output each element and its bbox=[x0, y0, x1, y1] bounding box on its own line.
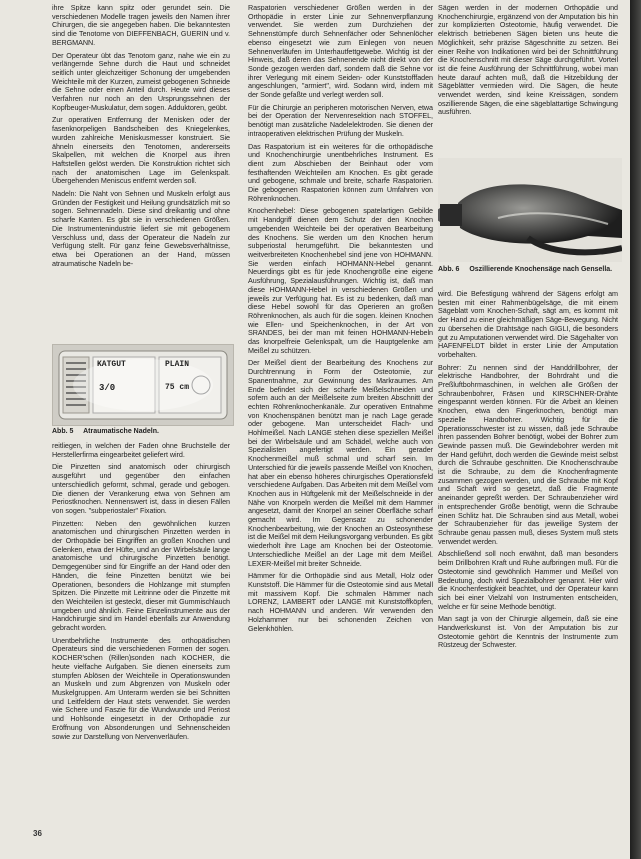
paragraph: Hämmer für die Orthopädie sind aus Metall, Holz oder Kunststoff. Die Hämmer für die Osteotomie sind aus Metall mit massivem Kopf. Die schmalen Hämmer nach LORENZ, LAMBERT oder LANGE mit Kunststoffköpfen, nach HOHMANN und anderen. Wir verwenden den Holzhammer nur bei schonenden Zeichen von Gelenkhöhlen. bbox=[248, 571, 433, 633]
paragraph: Abschließend soll noch erwähnt, daß man besonders beim Drillbohren Kraft und Ruhe aufbringen muß. Für die Osteotomie sind gewöhnlich Hammer und Meißel von Bedeutung, doch wird Spezialbohrer genannt. Hier wird die Knochenfestigkeit beachtet, und der Operateur kann sich bei einer Vielzahl von Instrumenten entscheiden, welche er für seine Methode benötigt. bbox=[438, 549, 618, 611]
figure-oscillating-saw bbox=[438, 158, 622, 262]
paragraph: Das Raspatorium ist ein weiteres für die orthopädische und Knochenchirurgie unentbehrliches Instrument. Es dient zum Abschieben der Beinhaut oder vom festhaftenden Weichteilen am Knochen. Es gibt gerade und gebogene, schmale und breite, scharfe Raspatorien. Die gebogenen Raspatorien können zum Umfahren von Röhrenknochen. bbox=[248, 141, 433, 203]
caption-text: Oszillierende Knochensäge nach Gensella. bbox=[469, 266, 613, 273]
paragraph: Der Meißel dient der Bearbeitung des Knochens zur Durchtrennung in Form der Osteotomie, zur Spanentnahme, zur Gewinnung des Markraumes. Am Ende befindet sich der scharfe Meißelschneiden und sofern auch an der Meißelseite zum breiten Abschnitt der echten Röhrenknochenkanäle. Zur operativen Entnahme von Knochenspänen benützt man je nach Lage gerade oder gebogene. Man unterscheidet Flach- und Hohlmeißel. Nach LANGE stehen diese speziellen Meißel bei der Wirbelsäule und am Schädel, welche auch von Spezialisten angefertigt werden. Ein gerader Knochenmeißel muß schmal und scharf sein. Im Unterschied für die jeweils passende Meißel von Knochen, hat aber ein ebenso höheres chirurgisches Operationsfeld verschiedene Aufgaben. Das Arbeiten mit dem Meißel vom Knochen aus in Hüftgelenk mit der Meißelschneide in der Nähe von Knorpeln werden die Meißel mit dem Hammer angesetzt, damit der Knorpel an seiner Oberfläche scharf gemacht wird. Im Gegensatz zu schonender Knochenbearbeitung, wie der Knochen an Osteosynthese ist die Meißel mit dem Heilungsvorgang verbunden. Es gibt wiederholt ihre Lage am Knochen bei der Osteotomie. Unterschiedliche Meißel an der Lage mit dem Meißel. LEXER-Meißel mit breiter Schneide. bbox=[248, 358, 433, 568]
package-brand: KATGUT bbox=[97, 360, 126, 369]
caption-text: Atraumatische Nadeln. bbox=[83, 428, 159, 435]
paragraph: Pinzetten: Neben den gewöhnlichen kurzen anatomischen und chirurgischen Pinzetten werden in der Orthopädie bei Eingriffen an großen Knochen und Gelenken, etwa der Hüfte, und an der Wirbelsäule lange anatomische und chirurgische Pinzetten benötigt. Demgegenüber sind für Eingriffe an der Hand oder den Händen, die feine Pinzetten benützt wie bei Operationen, besonders die Hohlzange mit stumpfen Spitzen. Die Pinzette mit Leitrinne oder die Pinzette mit den Weichteilen ist gesteckt, dieser mit Gummischlauch umgeben und ähnlich. Feine Einzelinstrumente aus der Handchirurgie sind im Handel ebenfalls zur Anwendung gebracht worden. bbox=[52, 518, 230, 633]
paragraph: Die Pinzetten sind anatomisch oder chirurgisch ausgeführt und gegenüber den einfachen unterschiedlich geformt, schmal, gerade und gebogen. Die dienen der Verankerung etwa von Sehnen am Periostknochen. Nennenswert ist, dass in diesen Fällen von sogen. "subperiostaler" Fixation. bbox=[52, 462, 230, 515]
paragraph: Nadeln: Die Naht von Sehnen und Muskeln erfolgt aus Gründen der Festigkeit und Heilung grundsätzlich mit so sogen. Sehnennadeln. Diese sind dreikantig und ohne scharfe Kanten. Es gibt sie in verschiedenen Größen. Die Instrumentenindustrie liefert sie mit gebogenem Verschluss und, dass der Operateur die Nadeln zur Verfügung stellt. Für ganz feine Gewebsverhältnisse, etwa bei Operationen an der Hand, müssen atraumatische Nadeln be- bbox=[52, 189, 230, 268]
page-number: 36 bbox=[33, 829, 42, 838]
caption-figure-6 bbox=[438, 266, 622, 274]
paragraph: Der Operateur übt das Tenotom ganz, nahe wie ein zu verlängernde Sehne durch die Haut und schneidet seitlich unter gleichzeitiger Schonung der umgebenden Weichteile mit der Kurzen, zumeist gebogenen Schneide die Sehne oder einen Anteil durch. Heute wird dieses Verfahren nur noch an den Ursprungssehnen der Kopfbeuger-Muskulatur, dem sogen. Adduktoren, geübt. bbox=[52, 50, 230, 112]
column-1-top bbox=[52, 4, 230, 340]
paragraph: Sägen werden in der modernen Orthopädie und Knochenchirurgie, ergänzend von der Amputation bis hin zur komplizierten Osteotomie, häufig verwendet. Die elektrisch betriebenen Sägen bieten uns heute die Möglichkeit, sehr präzise Sägeschnitte zu setzen. Bei einer Reihe von Indikationen wird bei der Schnittführung die Knochenschnitt mit dieser Säge durchgeführt. Vorteil ist die feine Ausführung der Schnittführung, wobei man heute darauf achten muß, daß die Hitzebildung der Sägeblätter vermieden wird. Die Sägen, die heute verwendet werden, sind keine Kreissägen, sondern oszillierende Sägen, die eine sägeblattartige Schwingung ausführen. bbox=[438, 4, 618, 117]
package-length: 75 cm bbox=[165, 383, 190, 392]
paragraph: Zur operativen Entfernung der Menisken oder der fasenknorpeligen Bandscheiben des Kniegelenkes, wurden zahlreiche Meniskusmesser konstruiert. Sie ähneln einerseits den Tenotomen, andererseits Skalpellen, mit welchen die Knorpel aus ihren Haftstellen gelöst werden. Die Konstruktion richtet sich nach der anatomischen Lage im Gelenkspalt. Übergehenden Meniscus entfernt werden soll. bbox=[52, 115, 230, 186]
caption-number: Abb. 5 bbox=[52, 428, 74, 435]
suture-package-illustration bbox=[53, 345, 233, 425]
paragraph: Knochenhebel: Diese gebogenen spatelartigen Gebilde mit Handgriff dienen dem Schutz der den Knochen umgebenden Weichteile bei der operativen Bearbeitung des Knochens. Sie werden um den Knochen herum subperiostal herumgeführt. Die bekanntesten und weitverbreiteten Knochenhebel sind jene von HOHMANN. Sie werden einfach HOHMANN-Hebel genannt. Neuerdings gibt es für jede Knochengröße eine eigene Ausführung, Spezialausführungen. Wichtig ist, daß man diese HOHMANN-Hebel in verschiedenen Größen und jeweils zur Verfügung hat. Es ist zu bedenken, daß man diese Hebel sowohl für das Operieren an großen Röhrenknochen, als auch für die sogen. kleinen Knochen wie Ellen- und Speichenknochen, in der Art von SRANDES, bei der man mit feinen HOHMANN-Hebeln das knorpelfreie Gelenkspalt, um die Hauptgelenke am Meißel zu schützen. bbox=[248, 206, 433, 355]
paragraph: Man sagt ja von der Chirurgie allgemein, daß sie eine Handwerkskunst ist. Von der Amputation bis zur Osteotomie gehört die Kenntnis der Instrumente zum Rüstzeug der Schwester. bbox=[438, 614, 618, 650]
paragraph: Raspatorien verschiedener Größen werden in der Orthopädie in erster Linie zur Sehnenverpflanzung verwendet. Sie werden zum Durchziehen der Sehnenstümpfe durch Sehnenfächer oder Sehnenlöcher ebenso eingesetzt wie zum Einlegen von neuen Sehnenverläufen im Unterhautfettgewebe. Wichtig ist der Hinweis, daß deren das Sehnenende nicht direkt von der Sonde gezogen werden darf, sondern daß die Sehne vor ihrer Verlegung mit einem Seiden- oder Kunststofffaden angeschlungen, "armiert", wird. Sodann wird, indem mit der Sonde gefaßte und verlegt werden soll. bbox=[248, 4, 433, 100]
paragraph: ihre Spitze kann spitz oder gerundet sein. Die verschiedenen Modelle tragen jeweils den Namen ihrer Chirurgen, die sie angegeben haben. Die bekanntesten sind die Tenotome von DIEFFENBACH, GUERIN und v. BERGMANN. bbox=[52, 4, 230, 47]
paragraph: Unentbehrliche Instrumente des orthopädischen Operateurs sind die verschiedenen Formen der sogen. KOCHER'schen (Rillen)sonden nach KOCHER, die heute vielfache Aufgaben. Sie dienen einerseits zum stumpfen Ablösen der Weichteile in Operationswunden an Muskeln und zum Abgrenzen von Muskeln oder Muskelgruppen. Am Unterarm werden sie bei Schnitten und Leitfeldern der Haut stets verwendet. Sie werden wie Schere und Faszie für die Wundwunde und Periost und Hohlsonde eingesetzt in der Orthopädie zur Eröffnung von Absonderungen und Sehnenscheiden sowie zur Darstellung von Nervenverläufen. bbox=[52, 635, 230, 741]
paragraph: wird. Die Befestigung während der Sägens erfolgt am besten mit einer Rahmenbügelsäge, die mit einem Sägeblatt vom Knochen-Schaft, sägt am, es kommt mit der Hand zu einer gleichmäßigen Säge-Bewegung. Nicht zu übersehen die Drahtsäge nach GIGLI, die besonders gut zu Amputationen verwendet wird. Die Sägehalter von HAFENFELDT bildet in erster Linie der Amputation vorbehalten. bbox=[438, 290, 618, 359]
caption-number: Abb. 6 bbox=[438, 266, 460, 273]
column-1-bottom bbox=[52, 442, 230, 826]
caption-figure-5 bbox=[52, 428, 232, 436]
bone-saw-illustration bbox=[438, 158, 622, 262]
figure-atraumatic-needles bbox=[52, 344, 234, 426]
package-plain: PLAIN bbox=[165, 360, 190, 369]
paragraph: Für die Chirurgie an peripheren motorischen Nerven, etwa bei der Operation der Nervenresektion nach STOFFEL, benötigt man zusätzliche Nadelelektroden. Sie dienen der intraoperativen elektrischen Prüfung der Muskeln. bbox=[248, 102, 433, 138]
book-spine-edge bbox=[630, 0, 641, 859]
paragraph: Bohrer: Zu nennen sind der Handdrillbohrer, der elektrische Handbohrer, der Bohrdraht und die Preßluftbohrmaschinen, in welchen alle Größen der Schraubenbohrer, Fräsen und KIRSCHNER-Drähte eingespannt werden können. Für die Arbeit an kleinen Knochen, etwa den Fingerknochen, benötigt man spezielle Handbohrer. Wichtig für die Operationsschwester ist zu wissen, daß jede Schraube ihren passenden Bohrer benötigt, wobei der Bohrer zum Gewinde passen muß. Die Gewindebohrer werden mit der Hand geführt, doch werden die Gewinde meist selbst durch die Schraube geschnitten. Die Knochenschraube ist die Schraube, zu dem die Knochenfragmente zusammen gezogen werden, und die Schraube mit Kopf und Schaft wird so gesetzt, daß die Fragmente aneinander gepreßt werden. Der Schraubenzieher wird in entsprechender Größe benötigt, wenn die Schraube einen Schlitz hat. Die Schrauben sind aus Metall, wobei der Schraubenzieher für das jeweilige System der Schraube genau passen muß, dieses System muß stets verwendet werden. bbox=[438, 362, 618, 546]
column-2 bbox=[248, 4, 433, 824]
column-3-bottom bbox=[438, 290, 618, 830]
column-3-top bbox=[438, 4, 618, 156]
paragraph: reitliegen, in welchen der Faden ohne Bruchstelle der Herstellerfirma eingearbeitet geliefert wird. bbox=[52, 442, 230, 459]
package-size: 3/0 bbox=[99, 383, 116, 393]
